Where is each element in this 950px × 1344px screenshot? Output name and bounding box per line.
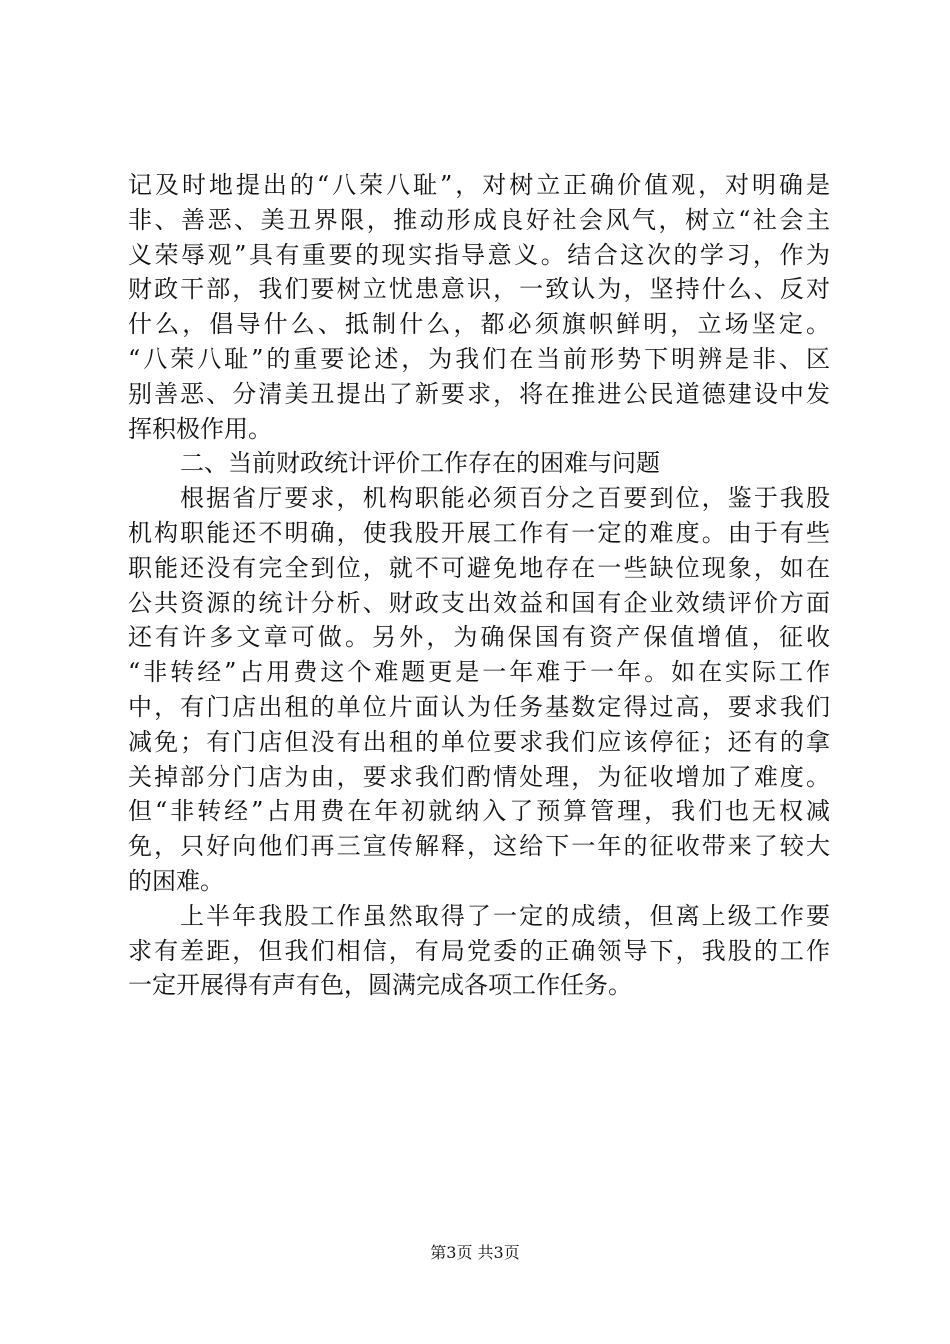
paragraph-4: [128, 899, 830, 1003]
text-line: 财政干部，我们要树立忧患意识，一致认为，坚持什么、反对: [128, 275, 830, 304]
document-body: [128, 168, 830, 1003]
text-line: “非转经”占用费这个难题更是一年难于一年。如在实际工作: [128, 658, 830, 687]
text-line: 但“非转经”占用费在年初就纳入了预算管理，我们也无权减: [128, 797, 830, 826]
text-line: 公共资源的统计分析、财政支出效益和国有企业效绩评价方面: [128, 588, 830, 617]
text-line: 记及时地提出的“八荣八耻”，对树立正确价值观，对明确是: [128, 171, 830, 199]
section-heading: [128, 446, 830, 481]
text-line: “八荣八耻”的重要论述，为我们在当前形势下明辨是非、区: [128, 344, 830, 373]
paragraph-3: [128, 481, 830, 899]
text-line: 的困难。: [128, 866, 224, 895]
text-line: 机构职能还不明确，使我股开展工作有一定的难度。由于有些: [128, 518, 830, 547]
text-line: 挥积极作用。: [128, 414, 272, 443]
text-line: 还有许多文章可做。另外，为确保国有资产保值增值，征收: [128, 623, 830, 652]
page-number-label: 第3页 共3页: [430, 1243, 520, 1262]
text-line: 上半年我股工作虽然取得了一定的成绩，但离上级工作要: [180, 901, 830, 930]
text-line: 免，只好向他们再三宣传解释，这给下一年的征收带来了较大: [128, 832, 830, 861]
paragraph-1: [128, 168, 830, 446]
heading-line: 二、当前财政统计评价工作存在的困难与问题: [180, 449, 660, 478]
text-line: 根据省厅要求，机构职能必须百分之百要到位，鉴于我股: [180, 484, 830, 513]
text-line: 非、善恶、美丑界限，推动形成良好社会风气，树立“社会主: [128, 205, 830, 234]
page-footer: [0, 1243, 950, 1263]
text-line: 别善恶、分清美丑提出了新要求，将在推进公民道德建设中发: [128, 379, 830, 408]
text-line: 一定开展得有声有色，圆满完成各项工作任务。: [128, 971, 632, 1000]
text-line: 义荣辱观”具有重要的现实指导意义。结合这次的学习，作为: [128, 240, 830, 269]
text-line: 减免；有门店但没有出租的单位要求我们应该停征；还有的拿: [128, 727, 830, 756]
text-line: 关掉部分门店为由，要求我们酌情处理，为征收增加了难度。: [128, 762, 830, 791]
text-line: 职能还没有完全到位，就不可避免地存在一些缺位现象，如在: [128, 553, 830, 582]
text-line: 求有差距，但我们相信，有局党委的正确领导下，我股的工作: [128, 936, 830, 965]
text-line: 中，有门店出租的单位片面认为任务基数定得过高，要求我们: [128, 692, 830, 721]
text-line: 什么，倡导什么、抵制什么，都必须旗帜鲜明，立场坚定。: [128, 310, 830, 339]
